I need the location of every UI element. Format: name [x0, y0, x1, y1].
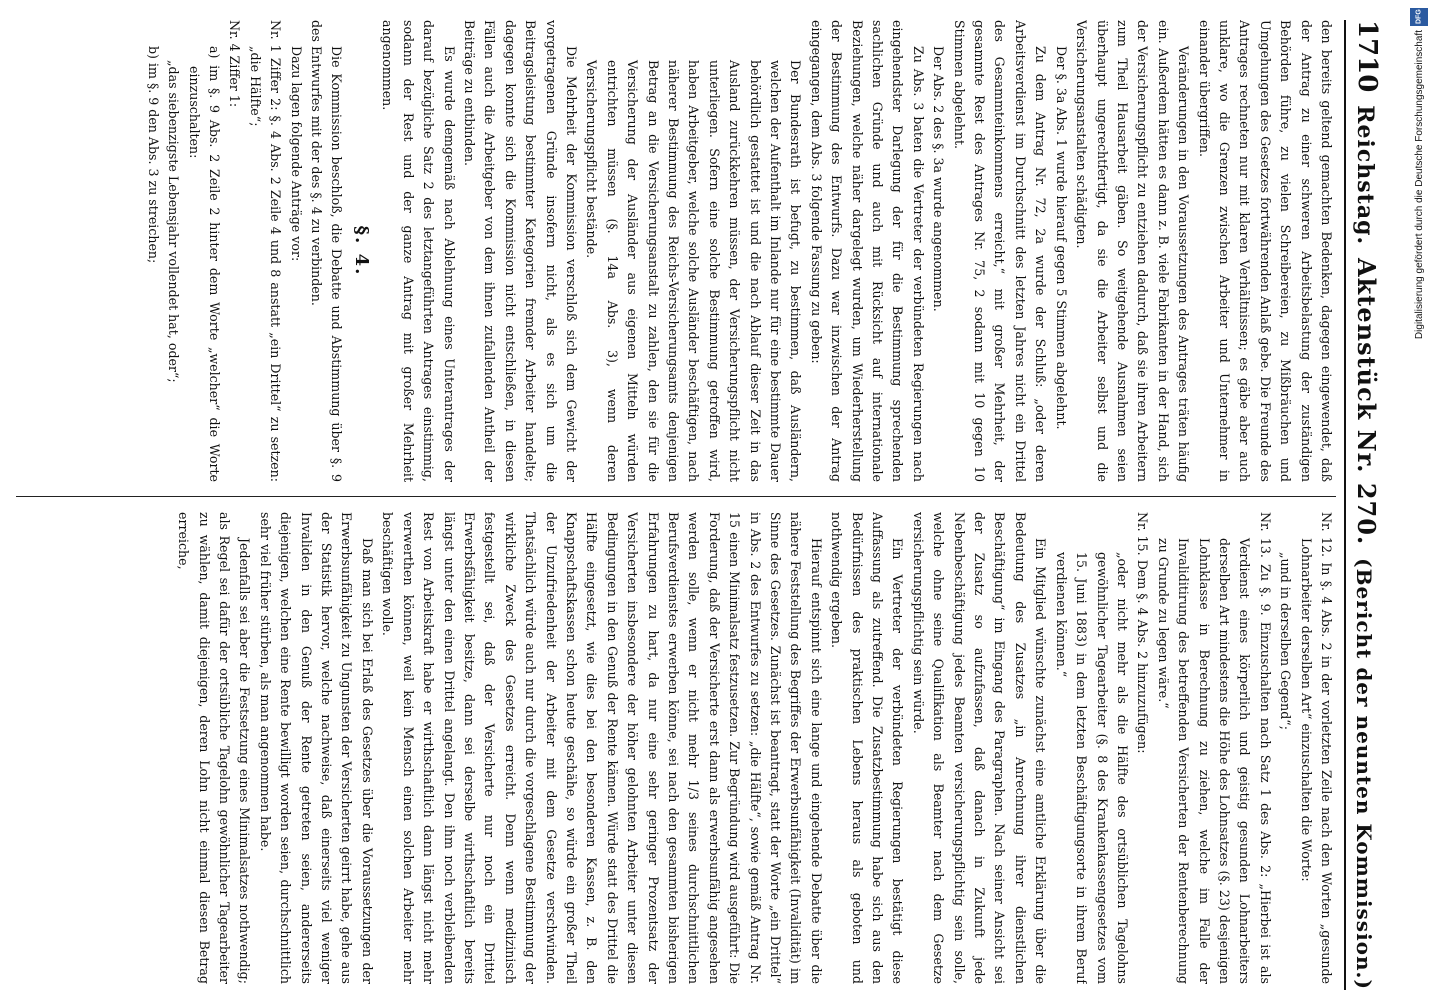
- quotation: „und in derselben Gegend“;: [1278, 552, 1294, 730]
- dfg-logo: DFG: [1410, 8, 1428, 26]
- parliament-name: Reichstag.: [1352, 105, 1378, 246]
- paragraph: Ein Vertreter der verbündeten Regierungen bestätigt diese Auffassung als zutreffend. Die Zusatzbestimmung habe sich aus den Bedürfnissen des praktischen Lebens heraus als geboten und nothwendig ergeben.: [829, 512, 906, 984]
- paragraph: Die Mehrheit der Kommission verschloß sich dem Gewicht der vorgetragenen Gründe insofern nicht, als es sich um die Beitragsleistung bestimmter Kategorien fremder Arbeiter handelte; dagegen konnte sich die Kommission nicht entschließen, in diesen Fällen auch die Arbeitgeber von dem ihnen zufallenden Antheil der Beiträge zu entbinden.: [461, 20, 579, 482]
- sub-item: a) im §. 9 Abs. 2 Zeile 2 hinter dem Worte „welcher“ die Worte einzuschalten:: [186, 46, 223, 482]
- quotation: Der Bundesrath ist befugt, zu bestimmen, daß Ausländern, welchen der Aufenthalt im Inlande nur für eine bestimmte Dauer behördlich gestattet ist und die nach Ablauf dieser Zeit in das Ausland zurückkehren müssen, der Versicherungspflicht nicht unterliegen. Sofern eine solche Bestimmung getroffen wird, haben Arbeitgeber, welche solche Ausländer beschäftigen, nach näherer Bestimmung des Reichs-Versicherungsamts denjenigen Betrag an die Versicherungsanstalt zu zahlen, den sie für die Versicherung der Ausländer aus eigenen Mitteln würden entrichten müssen (§. 14a Abs. 3), wenn deren Versicherungspflicht bestände.: [584, 60, 804, 482]
- paragraph: Daß man sich bei Erlaß des Gesetzes über die Voraussetzungen der Erwerbsunfähigkeit zu Ungunsten der Versicherten geirrt habe, gehe aus der Statistik hervor, welche nachweise, daß einerseits viel weniger Invaliden in den Genuß der Rente getreten seien, andererseits diejenigen, welchen eine Rente bewilligt worden seien, durchschnittlich sehr viel früher stürben, als man angenommen habe.: [257, 512, 375, 984]
- paragraph: den bereits geltend gemachten Bedenken, dagegen eingewendet, daß der Antrag zu einer schweren Arbeitsbelastung der zuständigen Behörden führe, zu vielen Schreibereien, zu Mißbräuchen und Umgehungen des Gesetzes fortwährenden Anlaß gebe. Die Freunde des Antrages rechneten nur mit klaren Verhältnissen; es gäbe aber auch unklare, wo die Grenzen zwischen Arbeiter und Unternehmer in einander übergriffen.: [1196, 20, 1334, 482]
- list-item: Nr. 12. In §. 4 Abs. 2 in der vorletzten Zeile nach den Worten „gesunde Lohnarbeiter derselben Art“ einzuschalten die Worte:: [1298, 512, 1334, 984]
- list-item: Nr. 1 Ziffer 2: §. 4 Abs. 2 Zeile 4 und 8 anstatt „ein Drittel“ zu setzen: „die Hälfte“;: [247, 20, 284, 482]
- right-column: [16, 512, 1336, 984]
- quotation: „das siebenzigste Lebensjahr vollendet hat, oder“;: [166, 60, 182, 383]
- list-item: Nr. 4 Ziffer 1:: [227, 20, 243, 108]
- column-divider: [16, 496, 1336, 497]
- paragraph: Zu Abs. 3 baten die Vertreter der verbündeten Regierungen nach eingehendster Darlegung der für die Bestimmung sprechenden sachlichen Gründe und auch mit Rücksicht auf internationale Beziehungen, welche näher dargelegt wurden, um Wiederherstellung der Bestimmung des Entwurfs. Dazu war inzwischen der Antrag eingegangen, dem Abs. 3 folgende Fassung zu geben:: [808, 20, 926, 482]
- paragraph: Zu dem Antrag Nr. 72, 2a wurde der Schluß: „oder deren Arbeitsverdienst im Durchschnitt des letzten Jahres nicht ein Drittel des Gesammteinkommens erreicht,“ mit großer Mehrheit, der gesammte Rest des Antrages Nr. 75, 2 sodann mit 10 gegen 10 Stimmen abgelehnt.: [951, 20, 1049, 482]
- list-item: Nr. 13. Zu §. 9. Einzuschalten nach Satz 1 des Abs. 2: „Hierbei ist als Verdienst eines körperlich und geistig gesunden Lohnarbeiters derselben Art mindestens die Höhe des Lohnsatzes (§. 23) desjenigen Lohnklasse in Berechnung zu ziehen, welche im Falle der Invaliditirung des betreffenden Versicherten der Rentenberechnung zu Grunde zu legen wäre.“: [1155, 512, 1273, 984]
- document-number: Aktenstück Nr. 270.: [1352, 258, 1381, 546]
- paragraph: Jedenfalls sei aber die Festsetzung eines Minimalsatzes nothwendig; als Regel sei dafür der ortsübliche Tagelohn gewöhnlicher Tagearbeiter zu wählen, damit diejenigen, deren Lohn nicht einmal diesen Betrag erreiche,: [176, 512, 253, 984]
- page-header: [1344, 20, 1392, 990]
- digitization-note: [1408, 8, 1430, 708]
- report-title: (Bericht der neunten Kommission.): [1352, 558, 1376, 990]
- paragraph: Der Abs. 2 des §. 3a wurde angenommen.: [931, 46, 947, 312]
- paragraph: Es wurde demgemäß nach Ablehnung eines Unterantrages der darauf bezügliche Satz 2 des letztangeführten Antrages einstimmig, sodann der Rest und der ganze Antrag mit großer Mehrheit angenommen.: [380, 20, 457, 482]
- left-column: [16, 20, 1336, 482]
- list-item: Nr. 15. Dem §. 4 Abs. 2 hinzuzufügen:: [1135, 512, 1151, 754]
- paragraph: Dazu lagen folgende Anträge vor:: [288, 46, 304, 262]
- page-number: 1710: [1352, 20, 1382, 93]
- digitization-text: Digitalisierung gefördert durch die Deutsche Forschungsgemeinschaft: [1413, 30, 1425, 340]
- paragraph: Der §. 3a Abs. 1 wurde hierauf gegen 5 Stimmen abgelehnt.: [1053, 46, 1069, 430]
- paragraph: Die Kommission beschloß, die Debatte und Abstimmung über §. 9 des Entwurfes mit der des §. 4 zu verbinden.: [309, 20, 345, 482]
- paragraph: Veränderungen in den Voraussetzungen des Antrages träten häufig ein. Außerdem hätten es dann z. B. viele Fabrikanten in der Hand, sich der Versicherungspflicht zu entziehen dadurch, daß sie ihren Arbeitern zum Theil Hausarbeit gäben. So weitgehende Ausnahmen seien überhaupt ungerechtfertigt, da sie die Arbeiter selbst und die Versicherungsanstalten schädigten.: [1074, 20, 1192, 482]
- paragraph: Hierauf entspinnt sich eine lange und eingehende Debatte über die nähere Feststellung des Begriffes der Erwerbsunfähigkeit (Invalidität) im Sinne des Gesetzes. Zunächst ist beantragt, statt der Worte „ein Drittel“ in Abs. 2 des Entwurfes zu setzen: „die Hälfte“, sowie gemäß Antrag Nr. 15 einen Minimalsatz festzusetzen. Zur Begründung wird ausgeführt: Die Forderung, daß der Versicherte erst dann als erwerbsunfähig angesehen werden solle, wenn er nicht mehr 1/3 seines durchschnittlichen Berufsverdienstes erwerben könne, sei nach den gesammten bisherigen Erfahrungen zu hart, da nur eine sehr geringer Prozentsatz der Versicherten insbesondere der höher gelohnten Arbeiter unter diesen Bedingungen in den Genuß der Rente kämen. Würde statt des Drittel die Hälfte eingesetzt, wie dies bei den besonderen Kassen, z. B. den Knappschaftskassen schon heute geschähe, so würde ein großer Theil der Unzufriedenheit der Arbeiter mit dem Gesetze verschwinden. Thatsächlich würde auch nur durch die vorgeschlagene Bestimmung der wirkliche Zweck des Gesetzes erreicht. Denn wenn medizinisch festgestellt sei, daß der Versicherte nur noch ein Drittel Erwerbsfähigkeit besitze, dann sei derselbe wirthschaftlich bereits längst unter den einen Drittel angelangt. Den ihm noch verbleibenden Rest von Arbeitskraft habe er wirthschaftlich dann längst nicht mehr verwerthen können, weil kein Mensch einen solchen Arbeiter mehr beschäftigen wolle.: [380, 512, 824, 984]
- sub-item: b) im §. 9 den Abs. 3 zu streichen;: [145, 46, 161, 264]
- section-heading: §. 4.: [350, 225, 372, 277]
- paragraph: Ein Mitglied wünschte zunächst eine amtliche Erklärung über die Bedeutung des Zusatzes „in Anrechnung ihrer dienstlichen Beschäftigung“ im Eingang des Paragraphen. Nach seiner Ansicht sei der Zusatz so aufzufassen, daß danach in Zukunft jede Nebenbeschäftigung jedes Beamten versicherungspflichtig sein solle, welche ohne seine Qualifikation als Beamter nach dem Gesetze versicherungspflichtig sein würde.: [910, 512, 1049, 984]
- quotation: „oder nicht mehr als die Hälfte des ortsüblichen Tagelohns gewöhnlicher Tagearbeiter (§. 8 des Krankenkassengesetzes vom 15. Juni 1883) in dem letzten Beschäftigungsorte in ihrem Beruf verdienen können.“: [1053, 552, 1130, 984]
